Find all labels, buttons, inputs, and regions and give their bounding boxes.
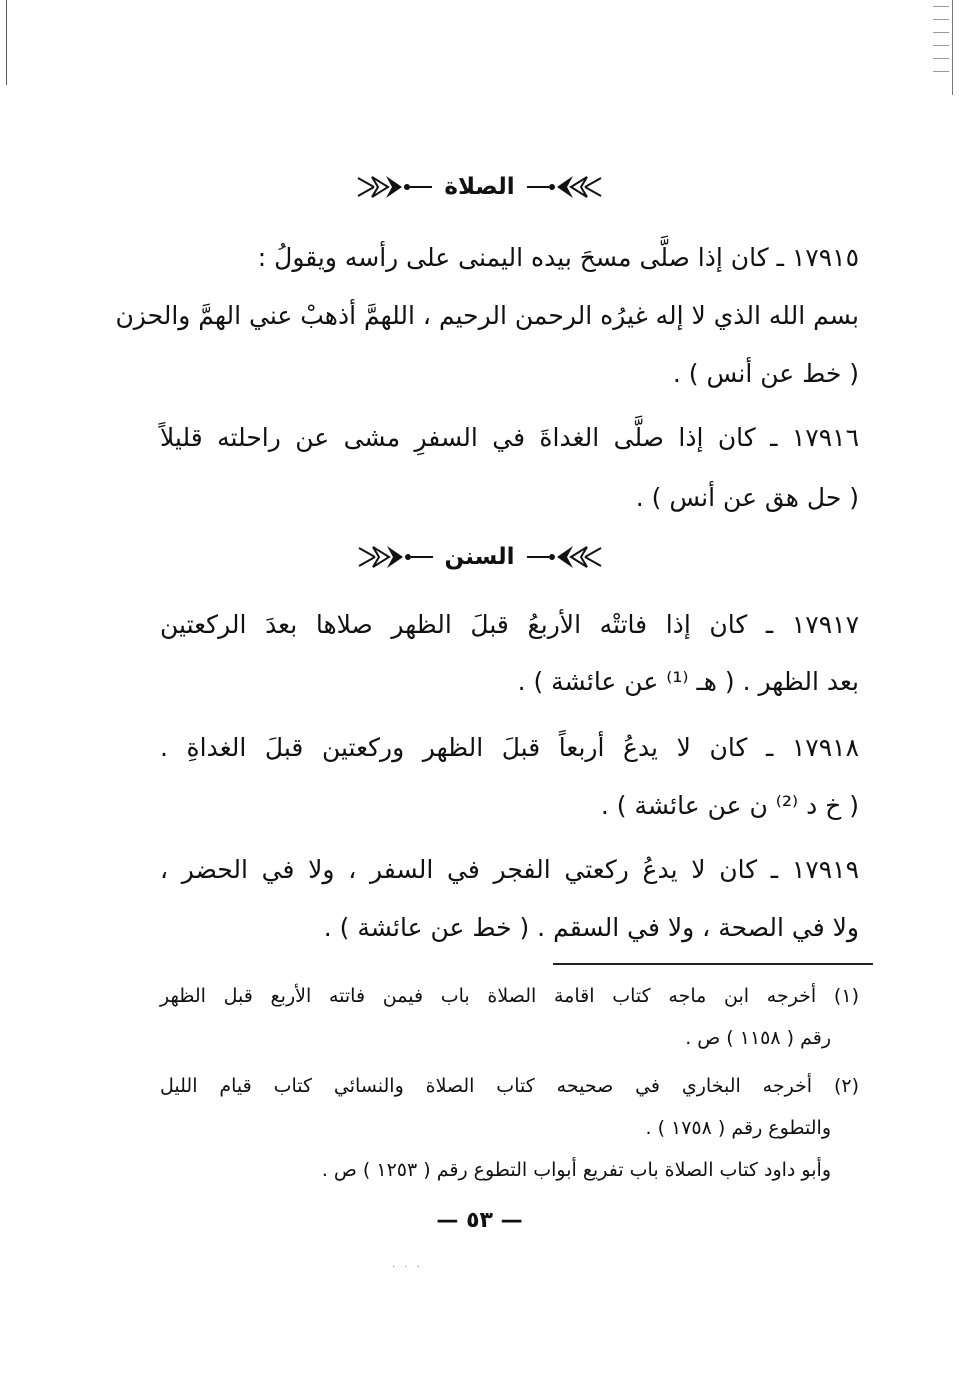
hadith-17916-line-1: ١٧٩١٦ ـ كان إذا صلَّى الغداةَ في السفرِ مشى عن راحلته قليلاً: [160, 423, 859, 452]
hadith-17915-line-1: ١٧٩١٥ ـ كان إذا صلَّى مسحَ بيده اليمنى على رأسه ويقولُ :: [257, 243, 859, 272]
section-heading-prayer: [0, 170, 959, 204]
footnote-separator: [553, 963, 873, 965]
hadith-17918-source: ( خ د ⁽²⁾ ن عن عائشة ) .: [600, 791, 859, 820]
footnote-2-line-2: والتطوع رقم ( ١٧٥٨ ) .: [645, 1117, 831, 1139]
scan-edge-left: [6, 0, 7, 85]
section-title: الصلاة: [444, 174, 515, 200]
scan-speck: · · ·: [392, 1262, 423, 1273]
scan-edge-marks: [933, 6, 949, 84]
ornament-right-icon: [527, 542, 605, 572]
ornament-right-icon: [527, 172, 605, 202]
ornament-left-icon: [355, 542, 433, 572]
hadith-17919-line-2: ولا في الصحة ، ولا في السقم . ( خط عن عائشة ) .: [323, 913, 859, 942]
hadith-17918-line-1: ١٧٩١٨ ـ كان لا يدعُ أربعاً قبلَ الظهر وركعتين قبلَ الغداةِ .: [160, 733, 859, 762]
footnote-2-line-1: (٢) أخرجه البخاري في صحيحه كتاب الصلاة والنسائي كتاب قيام الليل: [160, 1075, 859, 1097]
section-title: السنن: [444, 544, 515, 570]
ornament-left-icon: [354, 172, 432, 202]
hadith-17915-source: ( خط عن أنس ) .: [672, 359, 859, 388]
hadith-17917-line-1: ١٧٩١٧ ـ كان إذا فاتتْه الأربعُ قبلَ الظهر صلاها بعدَ الركعتين: [160, 610, 859, 639]
hadith-17916-source: ( حل هق عن أنس ) .: [635, 483, 859, 512]
hadith-17919-line-1: ١٧٩١٩ ـ كان لا يدعُ ركعتي الفجر في السفر ، ولا في الحضر ،: [160, 855, 859, 884]
footnote-1-line-2: رقم ( ١١٥٨ ) ص .: [685, 1027, 831, 1049]
page-number: — ٥٣ —: [436, 1208, 523, 1233]
scan-edge-right: [952, 0, 953, 95]
footnote-2-line-3: وأبو داود كتاب الصلاة باب تفريع أبواب التطوع رقم ( ١٢٥٣ ) ص .: [321, 1159, 831, 1181]
section-heading-sunan: [0, 540, 959, 574]
footnote-1-line-1: (١) أخرجه ابن ماجه كتاب اقامة الصلاة باب فيمن فاتته الأربع قبل الظهر: [160, 985, 859, 1007]
hadith-17915-line-2: بسم الله الذي لا إله غيرُه الرحمن الرحيم ، اللهمَّ أذهبْ عني الهمَّ والحزن: [115, 301, 859, 330]
hadith-17917-line-2: بعد الظهر . ( هـ ⁽¹⁾ عن عائشة ) .: [517, 667, 859, 696]
